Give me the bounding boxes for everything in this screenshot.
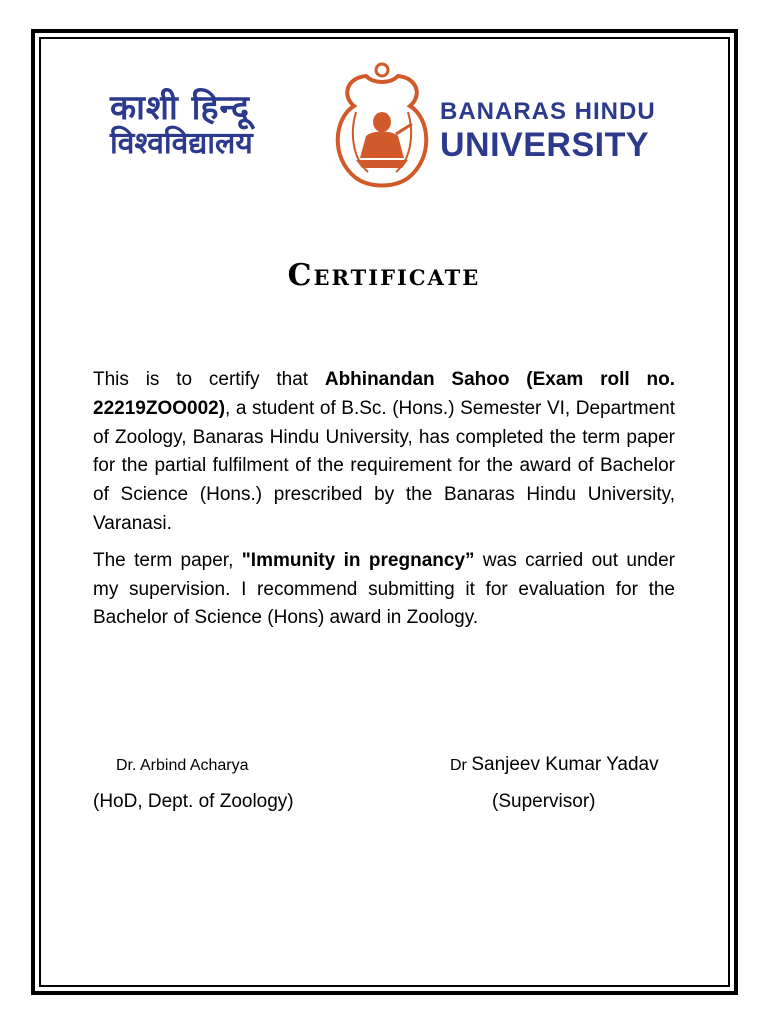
certificate-body xyxy=(93,366,675,641)
logo-english-line2: UNIVERSITY xyxy=(440,126,650,164)
hod-name: Dr. Arbind Acharya xyxy=(116,757,249,774)
supervisor-name xyxy=(450,754,659,776)
certificate-paragraph-1 xyxy=(93,366,675,539)
hod-role: (HoD, Dept. of Zoology) xyxy=(93,791,294,812)
logo-hindi-line1: काशी हिन्दू xyxy=(110,88,251,128)
university-logo xyxy=(110,62,670,192)
logo-hindi-text xyxy=(110,90,330,162)
supervisor-prefix: Dr xyxy=(450,757,472,774)
term-paper-title: "Immunity in pregnancy” xyxy=(241,549,475,571)
paragraph-2-text-b: was carried out under my supervision. I recommend submitting it for evaluation for the Bachelor of Science (Hons) award in Zoology. xyxy=(93,549,675,629)
logo-english-line1: BANARAS HINDU xyxy=(440,98,656,125)
supervisor-name-text: Sanjeev Kumar Yadav xyxy=(471,754,659,775)
paragraph-1-text-a: This is to certify that xyxy=(93,369,325,390)
supervisor-role: (Supervisor) xyxy=(492,791,596,812)
paragraph-1-text-b: , a student of B.Sc. (Hons.) Semester VI, Department of Zoology, Banaras Hindu University, has completed the term paper for the partial fulfilment of the requirement for the award of Bachelor of Science (Hons.) prescribed by the Banaras Hindu University, Varanasi. xyxy=(93,397,675,534)
paragraph-2-text-a: The term paper, xyxy=(93,549,242,571)
university-seal-icon xyxy=(326,62,438,190)
logo-english-text xyxy=(440,98,656,164)
certificate-paragraph-2 xyxy=(93,547,675,633)
logo-hindi-line2: विश्वविद्यालय xyxy=(110,126,253,161)
certificate-title: Certificate xyxy=(287,258,481,293)
student-name-roll: Abhinandan Sahoo (Exam roll no. 22219ZOO002) xyxy=(93,369,675,419)
